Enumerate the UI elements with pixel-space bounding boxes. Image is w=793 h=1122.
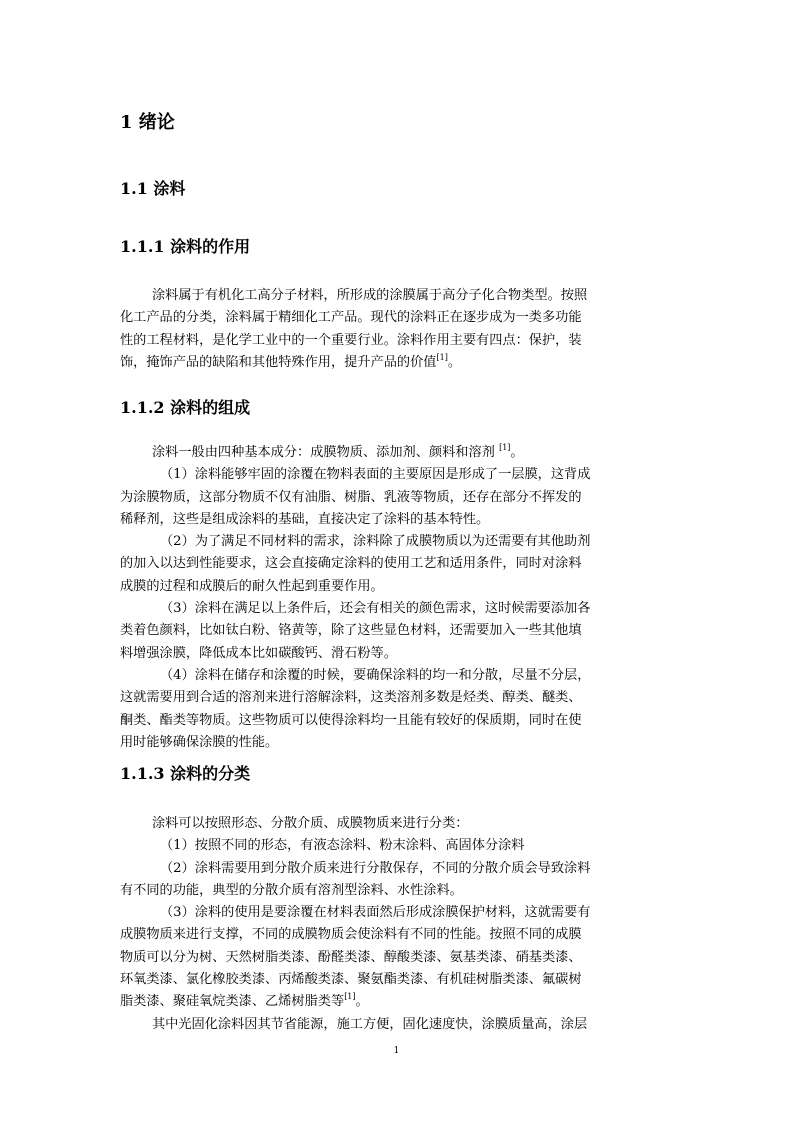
subsection-title-composition: 1.1.2 涂料的组成	[120, 398, 251, 417]
text-line: 为涂膜物质，这部分物质不仅有油脂、树脂、乳液等物质，还存在部分不挥发的	[120, 489, 582, 505]
subsection-composition-body	[120, 442, 676, 754]
text-line: （4）涂料在储存和涂覆的时候，要确保涂料的均一和分散，尽量不分层，	[160, 667, 591, 683]
list-item	[120, 835, 676, 857]
list-item	[120, 858, 676, 903]
text-line: 成膜物质来进行支撑，不同的成膜物质会使涂料有不同的性能。按照不同的成膜	[120, 927, 582, 943]
citation: [1]	[344, 992, 356, 1002]
text-line: （3）涂料的使用是要涂覆在材料表面然后形成涂膜保护材料，这就需要有	[160, 905, 591, 921]
paragraph	[120, 442, 676, 464]
text-line: 成膜的过程和成膜后的耐久性起到重要作用。	[120, 578, 384, 594]
paragraph	[120, 285, 676, 374]
text-line: 化工产品的分类，涂料属于精细化工产品。现代的涂料正在逐步成为一类多功能	[120, 310, 582, 326]
punctuation: 。	[355, 994, 369, 1010]
text-line: 脂类漆、聚硅氧烷类漆、乙烯树脂类等	[120, 994, 345, 1010]
text-line: （1）按照不同的形态，有液态涂料、粉末涂料、高固体分涂料	[160, 838, 525, 854]
text-line: 涂料属于有机化工高分子材料，所形成的涂膜属于高分子化合物类型。按照	[152, 288, 588, 303]
text-line: （2）涂料需要用到分散介质来进行分散保存，不同的分散介质会导致涂料	[160, 860, 591, 876]
subsection-role-body	[120, 285, 676, 374]
text-line: 用时能够确保涂膜的性能。	[120, 734, 279, 750]
text-line: 性的工程材料，是化学工业中的一个重要行业。涂料作用主要有四点：保护，装	[120, 332, 582, 348]
page-number: 1	[393, 1046, 400, 1056]
list-item	[120, 464, 676, 531]
text-line: 酮类、酯类等物质。这些物质可以使得涂料均一且能有较好的保质期，同时在使	[120, 712, 582, 728]
citation: [1]	[436, 352, 448, 362]
subsection-title-role: 1.1.1 涂料的作用	[120, 237, 251, 256]
paragraph	[120, 1014, 676, 1036]
text-line: 环氧类漆、氯化橡胶类漆、丙烯酸类漆、聚氨酯类漆、有机硅树脂类漆、氟碳树	[120, 972, 582, 988]
text-line: 物质可以分为树、天然树脂类漆、酚醛类漆、醇酸类漆、氨基类漆、硝基类漆、	[120, 949, 582, 965]
punctuation: 。	[447, 354, 462, 370]
text-line: （1）涂料能够牢固的涂覆在物料表面的主要原因是形成了一层膜，这背成	[160, 467, 591, 483]
subsection-title-classification: 1.1.3 涂料的分类	[120, 764, 251, 783]
text-line: 稀释剂，这些是组成涂料的基础，直接决定了涂料的基本特性。	[120, 511, 490, 527]
text-line: 饰，掩饰产品的缺陷和其他特殊作用，提升产品的价值	[120, 354, 437, 370]
text-line: 的加入以达到性能要求，这会直接确定涂料的使用工艺和适用条件，同时对涂料	[120, 556, 582, 572]
text-line: 料增强涂膜，降低成本比如碳酸钙、滑石粉等。	[120, 645, 397, 661]
list-item	[120, 665, 676, 754]
list-item	[120, 902, 676, 1013]
section-title: 1.1 涂料	[120, 179, 186, 198]
subsection-classification-body	[120, 813, 676, 1036]
paragraph	[120, 813, 676, 835]
list-item	[120, 598, 676, 665]
text-line: 其中光固化涂料因其节省能源，施工方便，固化速度快，涂膜质量高，涂层	[152, 1016, 588, 1032]
text-line: 类着色颜料，比如钛白粉、铬黄等，除了这些显色材料，还需要加入一些其他填	[120, 623, 582, 639]
list-item	[120, 531, 676, 598]
text-line: 涂料可以按照形态、分散介质、成膜物质来进行分类：	[152, 816, 469, 831]
text-line: （3）涂料在满足以上条件后，还会有相关的颜色需求，这时候需要添加各	[160, 601, 591, 617]
punctuation: 。	[510, 445, 524, 460]
text-line: （2）为了满足不同材料的需求，涂料除了成膜物质以为还需要有其他助剂	[160, 534, 591, 550]
citation: [1]	[499, 443, 511, 452]
text-line: 有不同的功能，典型的分散介质有溶剂型涂料、水性涂料。	[120, 882, 463, 898]
text-line: 涂料一般由四种基本成分：成膜物质、添加剂、颜料和溶剂	[152, 445, 500, 460]
chapter-title: 1 绪论	[120, 112, 175, 133]
text-line: 这就需要用到合适的溶剂来进行溶解涂料，这类溶剂多数是烃类、醇类、醚类、	[120, 690, 582, 706]
